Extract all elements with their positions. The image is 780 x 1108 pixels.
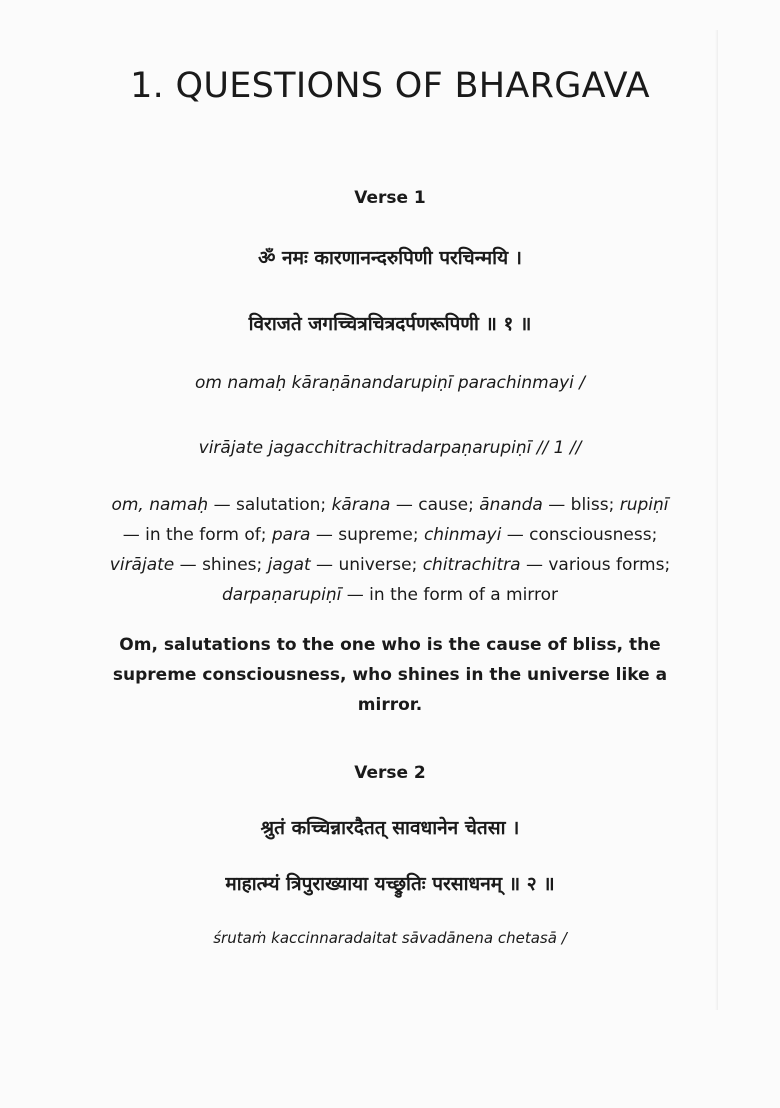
gloss-dash: — bbox=[341, 585, 370, 605]
gloss-term: om, namaḥ bbox=[111, 495, 209, 515]
gloss-meaning: various forms; bbox=[548, 555, 671, 575]
gloss-meaning: in the form of; bbox=[145, 525, 272, 545]
gloss-term: chitrachitra bbox=[422, 555, 521, 575]
page-edge-shadow bbox=[715, 30, 718, 1010]
gloss-dash: — bbox=[390, 495, 419, 515]
verse-2-heading: Verse 2 bbox=[354, 763, 426, 783]
gloss-dash: — bbox=[122, 525, 146, 545]
gloss-meaning: cause; bbox=[418, 495, 480, 515]
gloss-term: ānanda bbox=[479, 495, 543, 515]
gloss-dash: — bbox=[310, 525, 339, 545]
gloss-term: darpaṇarupiṇī bbox=[221, 585, 342, 605]
verse-2-transliteration-line-1: śrutaṁ kaccinnaradaitat sāvadānena chetasā / bbox=[213, 929, 567, 947]
gloss-term: jagat bbox=[267, 555, 311, 575]
verse-1-translation bbox=[90, 630, 690, 720]
gloss-term: kārana bbox=[331, 495, 391, 515]
verse-1-word-glossary bbox=[95, 490, 685, 610]
verse-1-sanskrit-line-2: विराजते जगच्चित्रचित्रदर्पणरूपिणी ॥ १ ॥ bbox=[248, 313, 532, 335]
verse-1-translation-line-1: Om, salutations to the one who is the cause of bliss, the bbox=[119, 635, 661, 655]
gloss-dash: — bbox=[310, 555, 339, 575]
gloss-dash: — bbox=[542, 495, 571, 515]
gloss-meaning: consciousness; bbox=[529, 525, 658, 545]
gloss-term: virājate bbox=[109, 555, 175, 575]
gloss-meaning: in the form of a mirror bbox=[369, 585, 559, 605]
verse-1-transliteration-line-2: virājate jagacchitrachitradarpaṇarupiṇī // 1 // bbox=[198, 438, 582, 458]
gloss-meaning: universe; bbox=[338, 555, 423, 575]
verse-1-translation-line-2: supreme consciousness, who shines in the universe like a mirror. bbox=[112, 665, 668, 715]
verse-2-sanskrit-line-2: माहात्म्यं त्रिपुराख्याया यच्छ्रुतिः परसाधनम् ॥ २ ॥ bbox=[225, 873, 555, 895]
gloss-dash: — bbox=[208, 495, 236, 515]
gloss-dash: — bbox=[520, 555, 549, 575]
gloss-meaning: salutation; bbox=[236, 495, 332, 515]
gloss-term: chinmayi bbox=[423, 525, 502, 545]
chapter-title: 1. QUESTIONS OF BHARGAVA bbox=[130, 66, 650, 106]
gloss-dash: — bbox=[501, 525, 530, 545]
gloss-dash: — bbox=[174, 555, 203, 575]
verse-2-sanskrit-line-1: श्रुतं कच्चिन्नारदैतत् सावधानेन चेतसा । bbox=[260, 817, 520, 839]
verse-1-transliteration-line-1: om namaḥ kāraṇānandarupiṇī parachinmayi / bbox=[194, 373, 586, 393]
gloss-term: para bbox=[271, 525, 311, 545]
verse-1-sanskrit-line-1: ॐ नमः कारणानन्दरुपिणी परचिन्मयि । bbox=[258, 247, 522, 269]
gloss-meaning: shines; bbox=[202, 555, 268, 575]
gloss-term: rupiṇī bbox=[619, 495, 669, 515]
gloss-meaning: supreme; bbox=[338, 525, 424, 545]
verse-1-heading: Verse 1 bbox=[354, 188, 426, 208]
gloss-meaning: bliss; bbox=[570, 495, 620, 515]
